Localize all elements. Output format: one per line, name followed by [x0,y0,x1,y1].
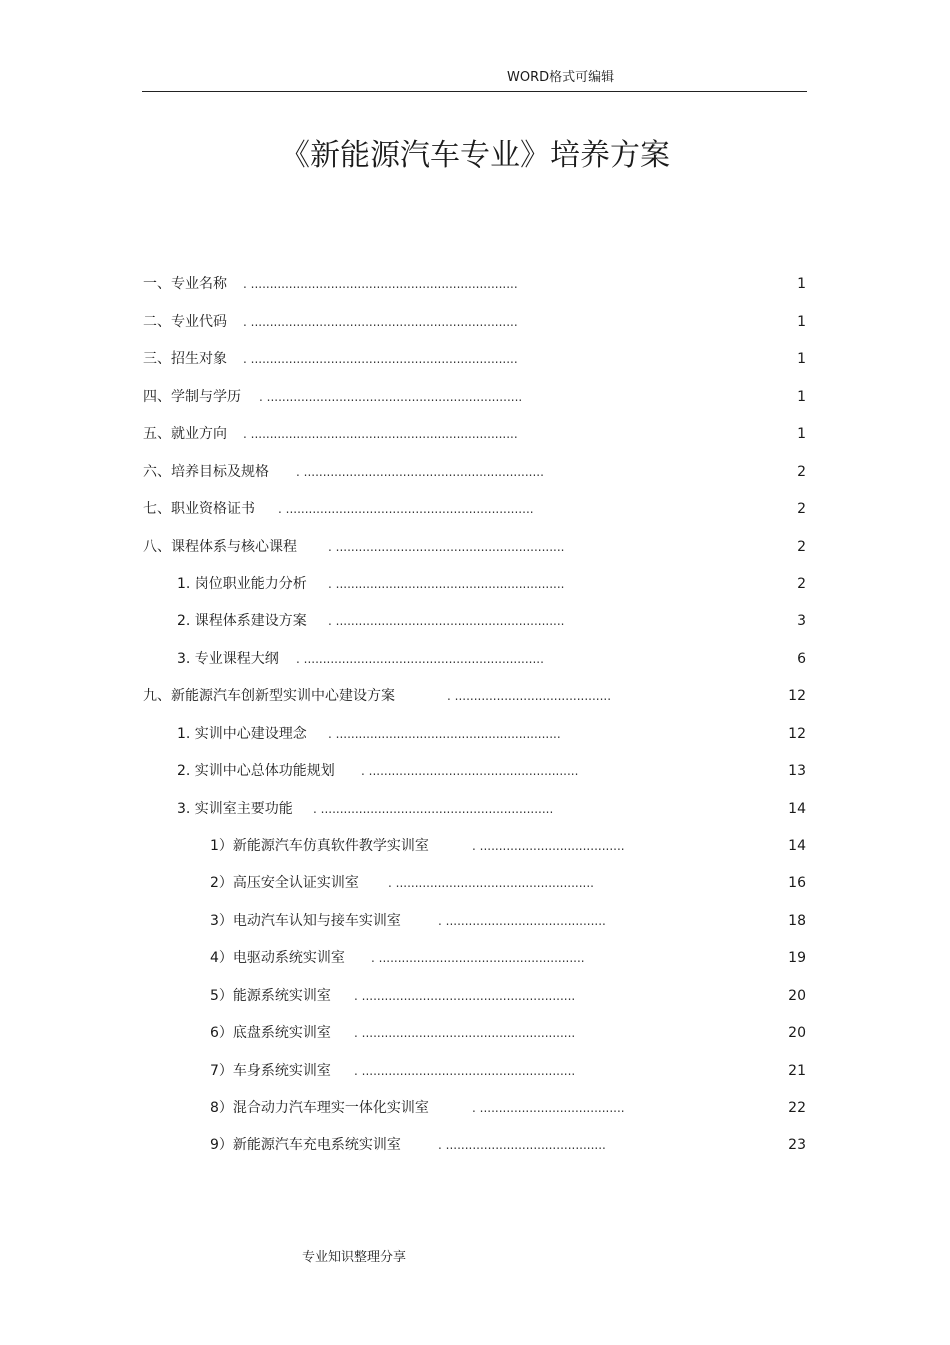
toc-entry-leader: . .......................................... [438,1138,606,1152]
toc-entry-leader: . ............................................................ [328,614,565,628]
toc-entry-label: 2）高压安全认证实训室 [210,875,359,891]
toc-entry-leader: . ........................................................... [328,727,561,741]
document-title: 《新能源汽车专业》培养方案 [280,138,670,173]
toc-entry-label: 六、培养目标及规格 [143,464,269,480]
toc-entry-page-number: 19 [788,950,806,966]
toc-entry-leader: . ...................................................................... [243,352,518,366]
toc-entry-label: 2. 实训中心总体功能规划 [177,763,335,779]
toc-entry-page-number: 20 [788,1025,806,1041]
toc-entry-page-number: 1 [797,351,806,367]
toc-entry-page-number: 1 [797,276,806,292]
toc-entry-label: 2. 课程体系建设方案 [177,613,307,629]
toc-entry-leader: . ............................................................ [328,540,565,554]
toc-entry-page-number: 12 [788,726,806,742]
toc-entry-label: 九、新能源汽车创新型实训中心建设方案 [143,688,395,704]
toc-entry-label: 7）车身系统实训室 [210,1063,331,1079]
toc-entry-page-number: 2 [797,539,806,555]
toc-entry-label: 6）底盘系统实训室 [210,1025,331,1041]
toc-entry-page-number: 20 [788,988,806,1004]
toc-entry-page-number: 1 [797,314,806,330]
toc-entry-page-number: 18 [788,913,806,929]
toc-entry-page-number: 6 [797,651,806,667]
toc-entry-leader: . ...................................................................... [243,277,518,291]
toc-entry-leader: . ...................................................................... [243,427,518,441]
toc-entry-page-number: 1 [797,389,806,405]
toc-entry-label: 五、就业方向 [143,426,227,442]
toc-entry-page-number: 21 [788,1063,806,1079]
toc-entry-leader: . .......................................... [438,914,606,928]
toc-entry-label: 9）新能源汽车充电系统实训室 [210,1137,401,1153]
toc-entry-leader: . ......................................... [447,689,612,703]
toc-entry-leader: . .................................................... [388,876,594,890]
toc-entry-page-number: 3 [797,613,806,629]
toc-entry-label: 二、专业代码 [143,314,227,330]
toc-entry-label: 1）新能源汽车仿真软件教学实训室 [210,838,429,854]
toc-entry-page-number: 22 [788,1100,806,1116]
page-footer-text: 专业知识整理分享 [302,1250,407,1265]
toc-entry-label: 5）能源系统实训室 [210,988,331,1004]
toc-entry-leader: . ............................................................... [296,652,544,666]
toc-entry-page-number: 12 [788,688,806,704]
toc-entry-label: 8）混合动力汽车理实一体化实训室 [210,1100,429,1116]
page-header-text: WORD格式可编辑 [507,70,615,85]
toc-entry-page-number: 1 [797,426,806,442]
toc-entry-page-number: 2 [797,464,806,480]
toc-entry-label: 四、学制与学历 [143,389,241,405]
toc-entry-leader: . ....................................................... [361,764,579,778]
toc-entry-leader: . ...................................................... [371,951,585,965]
toc-entry-label: 三、招生对象 [143,351,227,367]
toc-entry-label: 1. 实训中心建设理念 [177,726,307,742]
toc-entry-leader: . ........................................................ [354,1064,576,1078]
toc-entry-leader: . ...................................................................... [243,315,518,329]
toc-entry-leader: . ........................................................ [354,989,576,1003]
toc-entry-label: 3. 实训室主要功能 [177,801,293,817]
toc-entry-label: 3. 专业课程大纲 [177,651,279,667]
toc-entry-leader: . ............................................................ [328,577,565,591]
header-divider [142,91,807,92]
toc-entry-page-number: 16 [788,875,806,891]
toc-entry-label: 八、课程体系与核心课程 [143,539,297,555]
toc-entry-label: 4）电驱动系统实训室 [210,950,345,966]
toc-entry-leader: . ........................................................ [354,1026,576,1040]
toc-entry-label: 一、专业名称 [143,276,227,292]
toc-entry-page-number: 14 [788,801,806,817]
toc-entry-page-number: 13 [788,763,806,779]
toc-entry-leader: . ............................................................. [313,802,554,816]
toc-entry-label: 1. 岗位职业能力分析 [177,576,307,592]
toc-entry-leader: . ................................................................. [278,502,534,516]
toc-entry-leader: . ................................................................... [259,390,523,404]
toc-entry-leader: . ............................................................... [296,465,544,479]
toc-entry-label: 3）电动汽车认知与接车实训室 [210,913,401,929]
toc-entry-leader: . ...................................... [472,1101,625,1115]
toc-entry-leader: . ...................................... [472,839,625,853]
toc-entry-page-number: 2 [797,501,806,517]
toc-entry-page-number: 2 [797,576,806,592]
toc-entry-label: 七、职业资格证书 [143,501,255,517]
toc-entry-page-number: 14 [788,838,806,854]
toc-entry-page-number: 23 [788,1137,806,1153]
